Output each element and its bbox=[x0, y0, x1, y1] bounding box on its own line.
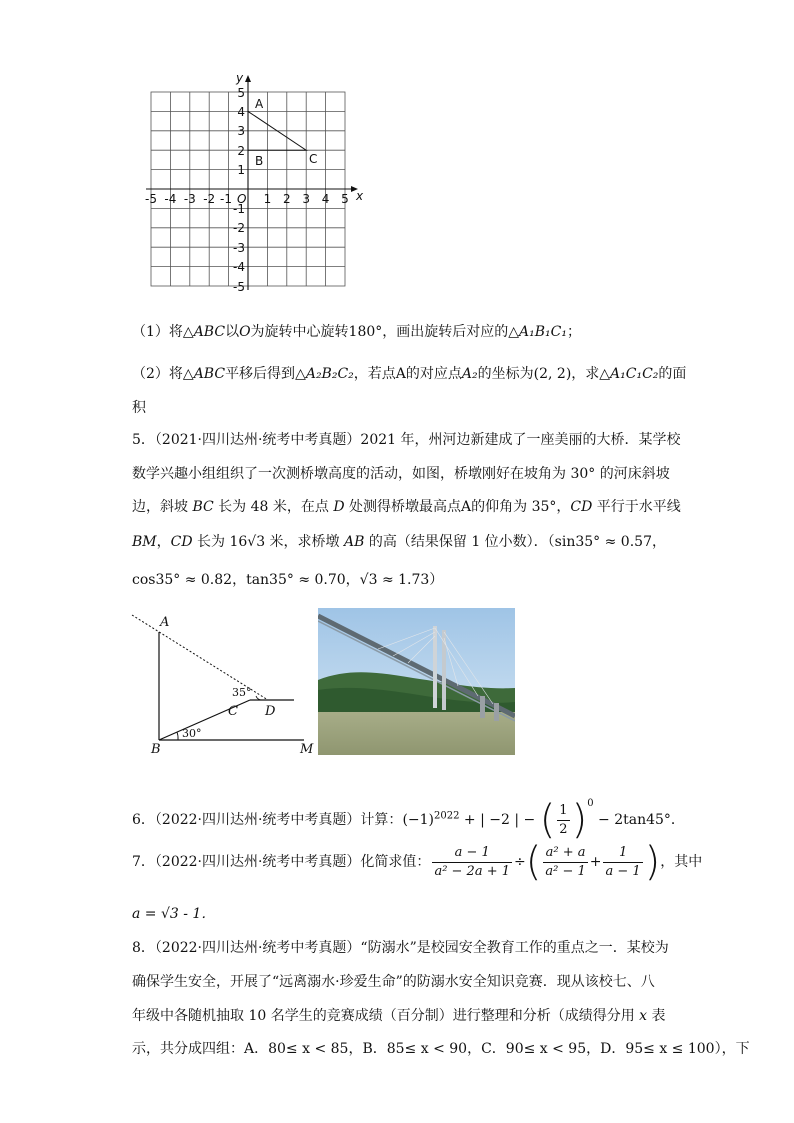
y-tick-label: -2 bbox=[233, 221, 245, 235]
y-tick-label: 4 bbox=[237, 105, 245, 119]
q8-line4: 示，共分成四组：A．80≤ x < 85，B．85≤ x < 90，C．90≤ x < 95，D．95≤ x ≤ 100），下 bbox=[132, 1041, 750, 1057]
q5-line4: BM，CD 长为 16√3 米，求桥墩 AB 的高（结果保留 1 位小数）．（sin35° ≈ 0.57， bbox=[132, 534, 666, 550]
left-paren: ( bbox=[525, 839, 542, 885]
y-tick-label: 2 bbox=[237, 144, 245, 158]
axes bbox=[146, 75, 358, 290]
q5-line5: cos35° ≈ 0.82，tan35° ≈ 0.70，√3 ≈ 1.73） bbox=[132, 572, 444, 588]
x-tick-label: 5 bbox=[341, 192, 349, 206]
q4-part1: （1）将△ABC以O为旋转中心旋转180°，画出旋转后对应的△A₁B₁C₁； bbox=[132, 324, 581, 340]
x-tick-label: 2 bbox=[282, 192, 291, 206]
y-tick-label: -5 bbox=[233, 280, 245, 294]
slope-label-m: M bbox=[300, 742, 314, 757]
q4-part2: （2）将△ABC平移后得到△A₂B₂C₂，若点A的对应点A₂的坐标为(2, 2)，求△A₁C₁C₂的面 bbox=[132, 366, 687, 382]
right-paren: ) bbox=[644, 839, 661, 885]
x-tick-label: -3 bbox=[183, 192, 196, 206]
x-tick-label: 3 bbox=[302, 192, 311, 206]
q8-line1: 8．（2022·四川达州·统考中考真题）“防溺水”是校园安全教育工作的重点之一．某校为 bbox=[132, 940, 669, 956]
q5-line2: 数学兴趣小组组织了一次测桥墩高度的活动，如图，桥墩刚好在坡角为 30° 的河床斜坡 bbox=[132, 466, 670, 482]
q6: 6．（2022·四川达州·统考中考真题）计算：$(-1)^{2022}$ + | −2 | − ( $\frac{1}{2}$ )$^0$ − 2tan45°． bbox=[132, 797, 685, 843]
right-paren: ) bbox=[571, 797, 588, 843]
fraction-2: $\frac{\text{a² + a}}{\text{a² − 1}}$ bbox=[545, 844, 586, 879]
point-a-label: A bbox=[255, 97, 264, 111]
point-c-label: C bbox=[309, 152, 318, 166]
x-tick-label: 4 bbox=[321, 192, 330, 206]
slope-label-a: A bbox=[160, 615, 170, 630]
q7-line2: a = √3 - 1． bbox=[132, 906, 216, 922]
y-tick-label: -1 bbox=[233, 202, 245, 216]
x-axis-label: x bbox=[356, 189, 364, 203]
q8-line3: 年级中各随机抽取 10 名学生的竞赛成绩（百分制）进行整理和分析（成绩得分用 x 表 bbox=[132, 1008, 666, 1024]
angle-35-label: 35° bbox=[232, 686, 252, 699]
y-axis-label: y bbox=[236, 71, 244, 85]
bridge-photo bbox=[318, 608, 515, 755]
q7: 7．（2022·四川达州·统考中考真题）化简求值： $\frac{a - 1}{\text{a² − 2a + 1}}$ ÷( $\frac{\text{a² + a}}{\text{a² − 1}}$ + $\frac{1}{a - 1}$ )，其中 bbox=[132, 839, 703, 885]
slope-label-d: D bbox=[265, 704, 276, 719]
x-tick-label: -1 bbox=[220, 192, 232, 206]
x-tick-label: -2 bbox=[203, 192, 216, 206]
y-tick-label: 3 bbox=[237, 124, 245, 138]
slope-label-b: B bbox=[151, 742, 161, 757]
x-tick-label: -5 bbox=[145, 192, 157, 206]
y-tick-label: -4 bbox=[233, 260, 245, 274]
q4-part2-line2: 积 bbox=[132, 400, 146, 416]
fraction-one-half: $\frac{1}{2}$ bbox=[559, 802, 568, 837]
y-tick-label: 5 bbox=[237, 86, 245, 100]
x-tick-label: -4 bbox=[164, 192, 177, 206]
slope-figure bbox=[125, 608, 320, 758]
q5-line1: 5．（2021·四川达州·统考中考真题）2021 年，州河边新建成了一座美丽的大桥．某学校 bbox=[132, 432, 681, 448]
y-tick-label: -3 bbox=[233, 241, 245, 255]
fraction-1: $\frac{a - 1}{\text{a² − 2a + 1}}$ bbox=[434, 844, 511, 879]
fraction-3: $\frac{1}{a - 1}$ bbox=[605, 844, 641, 879]
slope-label-c: C bbox=[228, 704, 238, 719]
left-paren: ( bbox=[539, 797, 556, 843]
coordinate-grid-figure bbox=[140, 70, 370, 300]
y-tick-label: 1 bbox=[237, 163, 245, 177]
x-tick-label: 1 bbox=[263, 192, 272, 206]
angle-30-label: 30° bbox=[182, 727, 202, 740]
q5-line3: 边，斜坡 BC 长为 48 米，在点 D 处测得桥墩最高点A的仰角为 35°，CD 平行于水平线 bbox=[132, 499, 681, 515]
origin-label: O bbox=[237, 192, 247, 206]
q8-line2: 确保学生安全，开展了“远离溺水·珍爱生命”的防溺水安全知识竞赛．现从该校七、八 bbox=[132, 974, 655, 990]
point-b-label: B bbox=[255, 154, 264, 168]
